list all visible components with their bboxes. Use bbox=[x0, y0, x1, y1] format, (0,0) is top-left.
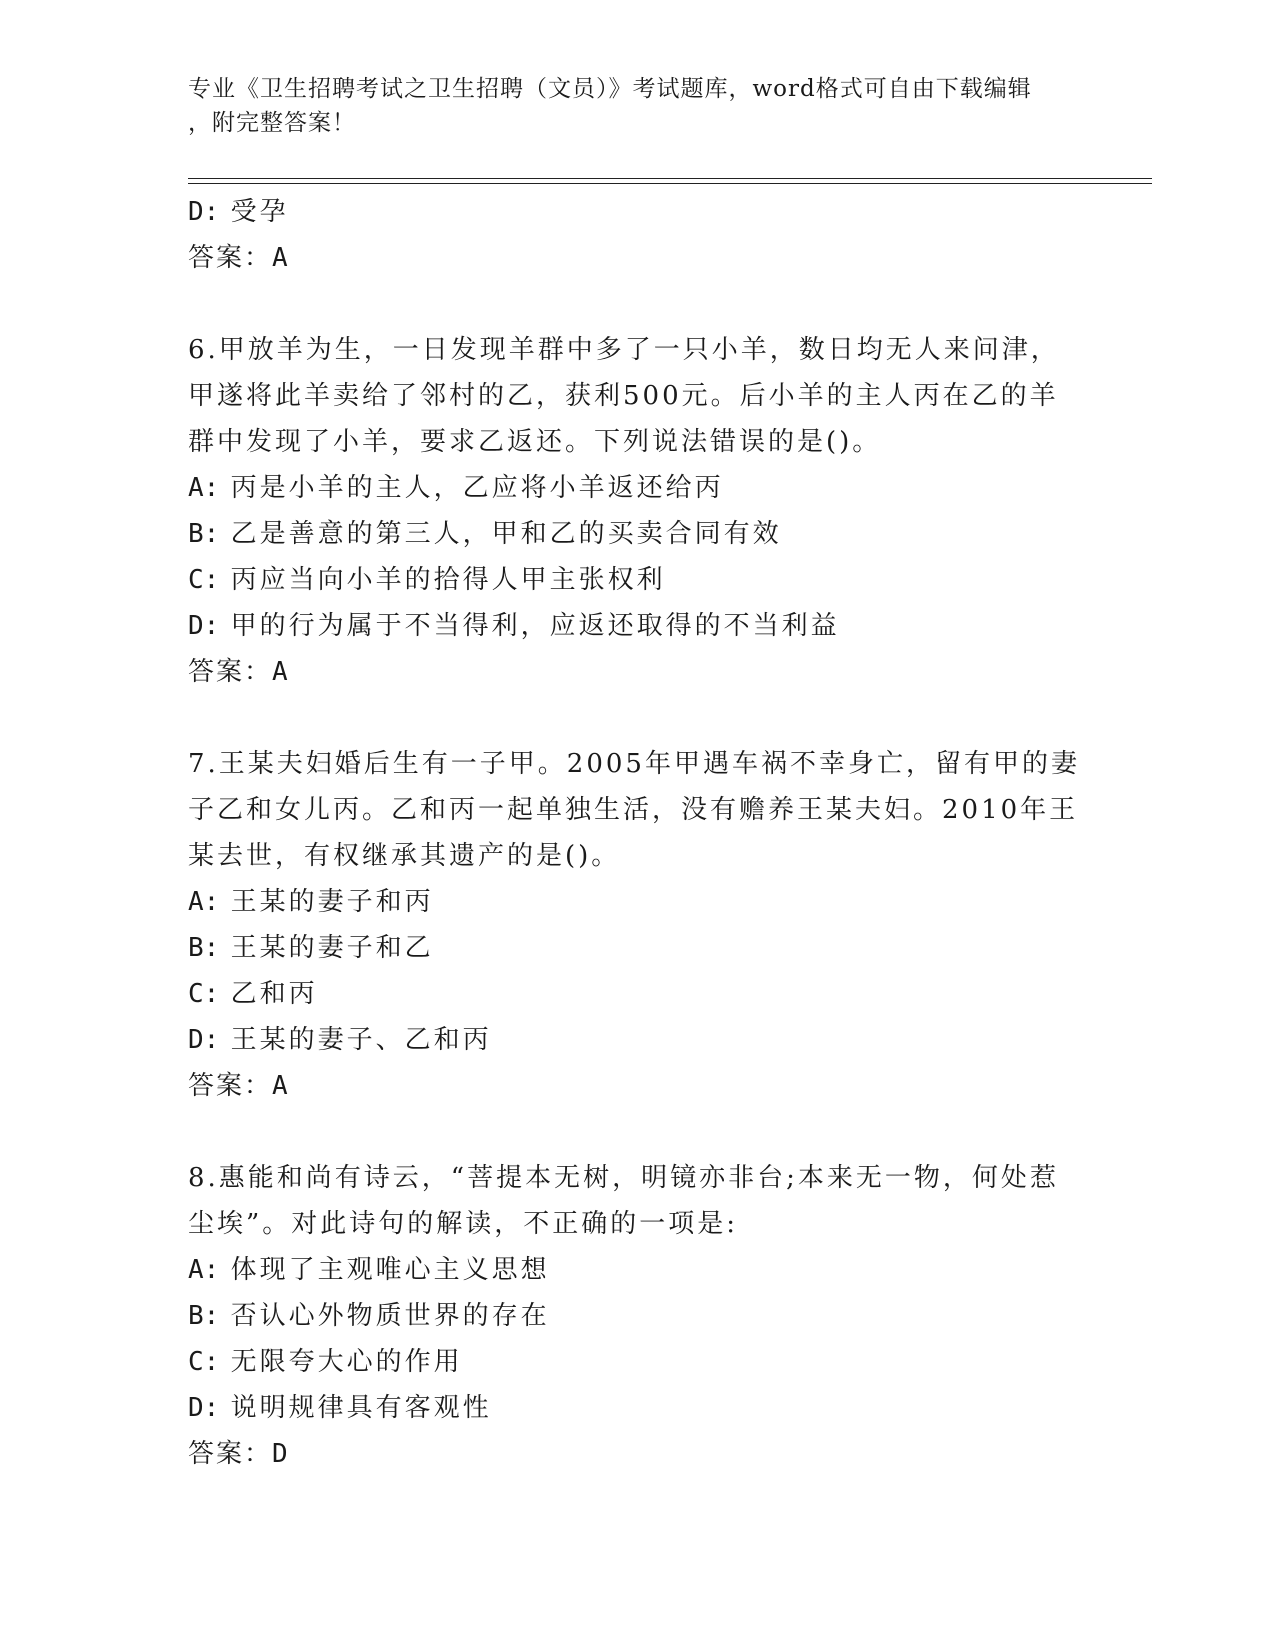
answer-value: A bbox=[272, 243, 290, 273]
question-stem bbox=[188, 327, 1068, 465]
option-text: 说明规律具有客观性 bbox=[230, 1393, 492, 1423]
option-text: 受孕 bbox=[230, 197, 289, 227]
option-key: D: bbox=[188, 197, 220, 227]
question-6 bbox=[188, 327, 1088, 695]
option-key: D: bbox=[188, 1393, 220, 1423]
option-a bbox=[188, 465, 1088, 511]
stem-line: 7.王某夫妇婚后生有一子甲。2005年甲遇车祸不幸身亡，留有甲的妻 bbox=[188, 749, 1080, 779]
stem-line: 子乙和女儿丙。乙和丙一起单独生活，没有赡养王某夫妇。2010年王 bbox=[188, 795, 1079, 825]
option-key: C: bbox=[188, 979, 220, 1009]
option-key: A: bbox=[188, 473, 220, 503]
option-a bbox=[188, 879, 1088, 925]
option-b bbox=[188, 511, 1088, 557]
option-text: 丙是小羊的主人，乙应将小羊返还给丙 bbox=[230, 473, 724, 503]
document-header bbox=[188, 72, 1068, 140]
stem-line: 群中发现了小羊，要求乙返还。下列说法错误的是()。 bbox=[188, 427, 882, 457]
answer bbox=[188, 649, 1088, 695]
option-text: 王某的妻子、乙和丙 bbox=[230, 1025, 492, 1055]
option-key: B: bbox=[188, 933, 220, 963]
answer-label: 答案： bbox=[188, 243, 273, 273]
answer bbox=[188, 1063, 1088, 1109]
option-d bbox=[188, 1385, 1088, 1431]
option-text: 乙和丙 bbox=[230, 979, 318, 1009]
question-8 bbox=[188, 1155, 1088, 1477]
answer-value: A bbox=[272, 657, 290, 687]
option-key: C: bbox=[188, 1347, 220, 1377]
answer-label: 答案： bbox=[188, 1439, 273, 1469]
question-list bbox=[188, 189, 1088, 1477]
option-text: 否认心外物质世界的存在 bbox=[230, 1301, 550, 1331]
option-b bbox=[188, 1293, 1088, 1339]
stem-line: 甲遂将此羊卖给了邻村的乙，获利500元。后小羊的主人丙在乙的羊 bbox=[188, 381, 1059, 411]
option-key: A: bbox=[188, 887, 220, 917]
option-c bbox=[188, 971, 1088, 1017]
option-key: B: bbox=[188, 1301, 220, 1331]
option-text: 甲的行为属于不当得利，应返还取得的不当利益 bbox=[230, 611, 840, 641]
answer-value: A bbox=[272, 1071, 290, 1101]
option-key: D: bbox=[188, 611, 220, 641]
answer bbox=[188, 1431, 1088, 1477]
stem-line: 8.惠能和尚有诗云，“菩提本无树，明镜亦非台;本来无一物，何处惹 bbox=[188, 1163, 1059, 1193]
option-text: 体现了主观唯心主义思想 bbox=[230, 1255, 550, 1285]
question-stem bbox=[188, 1155, 1068, 1247]
answer-label: 答案： bbox=[188, 1071, 273, 1101]
option-c bbox=[188, 1339, 1088, 1385]
option-d bbox=[188, 1017, 1088, 1063]
option-text: 王某的妻子和丙 bbox=[230, 887, 434, 917]
header-line-2: ，附完整答案！ bbox=[188, 110, 356, 136]
answer-label: 答案： bbox=[188, 657, 273, 687]
option-key: D: bbox=[188, 1025, 220, 1055]
question-stem bbox=[188, 741, 1080, 879]
prev-option-d bbox=[188, 189, 1088, 235]
option-key: C: bbox=[188, 565, 220, 595]
option-text: 丙应当向小羊的拾得人甲主张权利 bbox=[230, 565, 666, 595]
answer-value: D bbox=[272, 1439, 290, 1469]
option-text: 无限夸大心的作用 bbox=[230, 1347, 463, 1377]
option-b bbox=[188, 925, 1088, 971]
header-divider-top bbox=[188, 178, 1152, 179]
prev-answer bbox=[188, 235, 1088, 281]
option-key: B: bbox=[188, 519, 220, 549]
option-key: A: bbox=[188, 1255, 220, 1285]
stem-line: 某去世，有权继承其遗产的是()。 bbox=[188, 841, 621, 871]
option-d bbox=[188, 603, 1088, 649]
stem-line: 6.甲放羊为生，一日发现羊群中多了一只小羊，数日均无人来问津， bbox=[188, 335, 1060, 365]
header-line-1: 专业《卫生招聘考试之卫生招聘（文员）》考试题库，word格式可自由下载编辑 bbox=[188, 76, 1032, 102]
option-c bbox=[188, 557, 1088, 603]
option-a bbox=[188, 1247, 1088, 1293]
option-text: 王某的妻子和乙 bbox=[230, 933, 434, 963]
question-7 bbox=[188, 741, 1088, 1109]
header-divider-bottom bbox=[188, 183, 1152, 184]
stem-line: 尘埃”。对此诗句的解读，不正确的一项是: bbox=[188, 1209, 739, 1239]
option-text: 乙是善意的第三人，甲和乙的买卖合同有效 bbox=[230, 519, 782, 549]
